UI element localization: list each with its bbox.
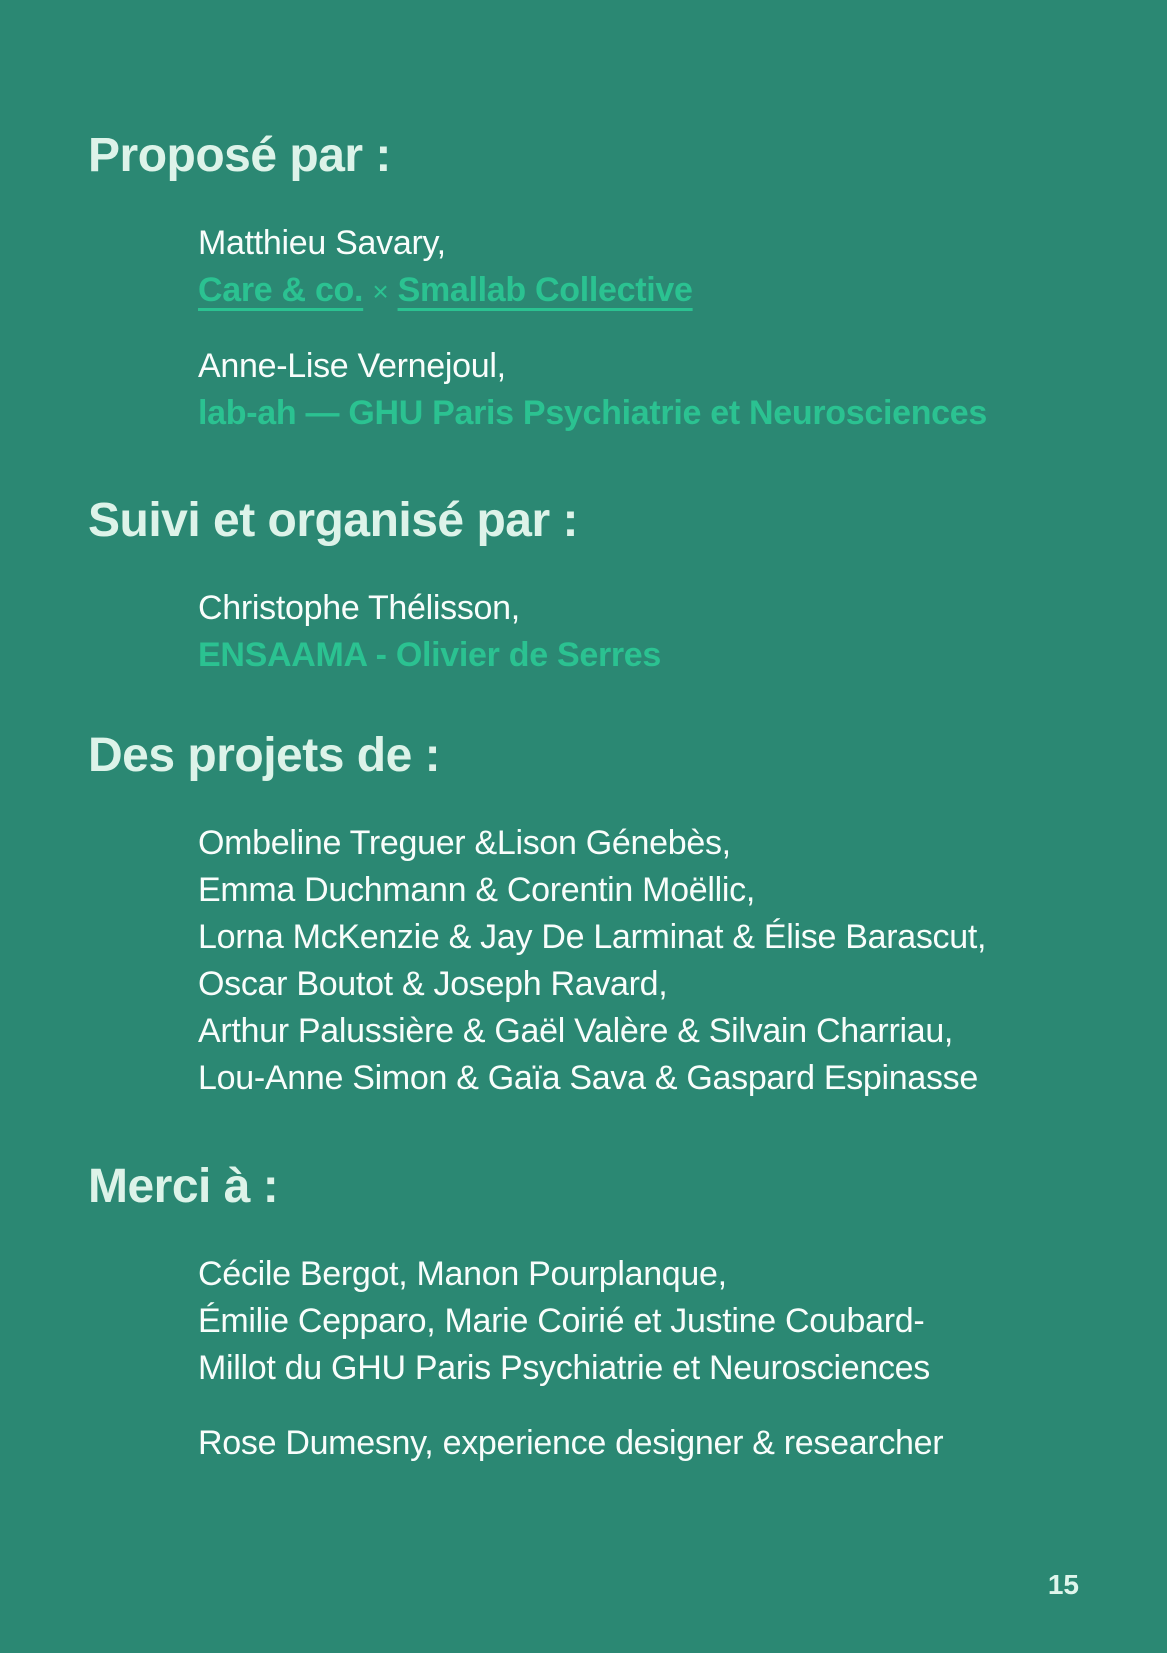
suivi-org-1: ENSAAMA - Olivier de Serres <box>198 636 662 674</box>
projets-line: Arthur Palussière & Gaël Valère & Silvain Charriau, <box>198 1012 954 1050</box>
propose-org-2: lab-ah — GHU Paris Psychiatrie et Neurosciences <box>198 394 988 432</box>
projets-line: Oscar Boutot & Joseph Ravard, <box>198 965 668 1003</box>
link-separator: × <box>372 276 389 307</box>
propose-person-1: Matthieu Savary, <box>198 224 446 262</box>
section-heading-projets: Des projets de : <box>88 729 441 782</box>
merci-rose-line: Rose Dumesny, experience designer & researcher <box>198 1424 944 1462</box>
projets-list <box>198 820 1097 1102</box>
merci-paragraph-1 <box>198 1251 1097 1392</box>
suivi-group <box>198 585 1097 679</box>
merci-paragraph-2 <box>198 1420 1097 1467</box>
merci-line: Millot du GHU Paris Psychiatrie et Neurosciences <box>198 1349 930 1387</box>
section-heading-suivi: Suivi et organisé par : <box>88 494 578 547</box>
merci-group <box>198 1251 1097 1467</box>
merci-line: Cécile Bergot, Manon Pourplanque, <box>198 1255 727 1293</box>
suivi-person-1: Christophe Thélisson, <box>198 589 520 627</box>
care-and-co-link[interactable]: Care & co. <box>198 271 364 309</box>
section-heading-propose: Proposé par : <box>88 129 391 182</box>
smallab-collective-link[interactable]: Smallab Collective <box>397 271 693 309</box>
propose-person-2: Anne-Lise Vernejoul, <box>198 347 506 385</box>
projets-line: Lorna McKenzie & Jay De Larminat & Élise Barascut, <box>198 918 987 956</box>
section-heading-merci: Merci à : <box>88 1160 279 1213</box>
propose-links-line <box>198 267 1097 315</box>
propose-group-2 <box>198 343 1097 437</box>
merci-line: Émilie Cepparo, Marie Coirié et Justine Coubard- <box>198 1302 925 1340</box>
projets-line: Lou-Anne Simon & Gaïa Sava & Gaspard Espinasse <box>198 1059 978 1097</box>
page-number: 15 <box>1047 1569 1079 1600</box>
projets-line: Ombeline Treguer &Lison Génebès, <box>198 824 731 862</box>
projets-line: Emma Duchmann & Corentin Moëllic, <box>198 871 755 909</box>
propose-group-1 <box>198 220 1097 315</box>
